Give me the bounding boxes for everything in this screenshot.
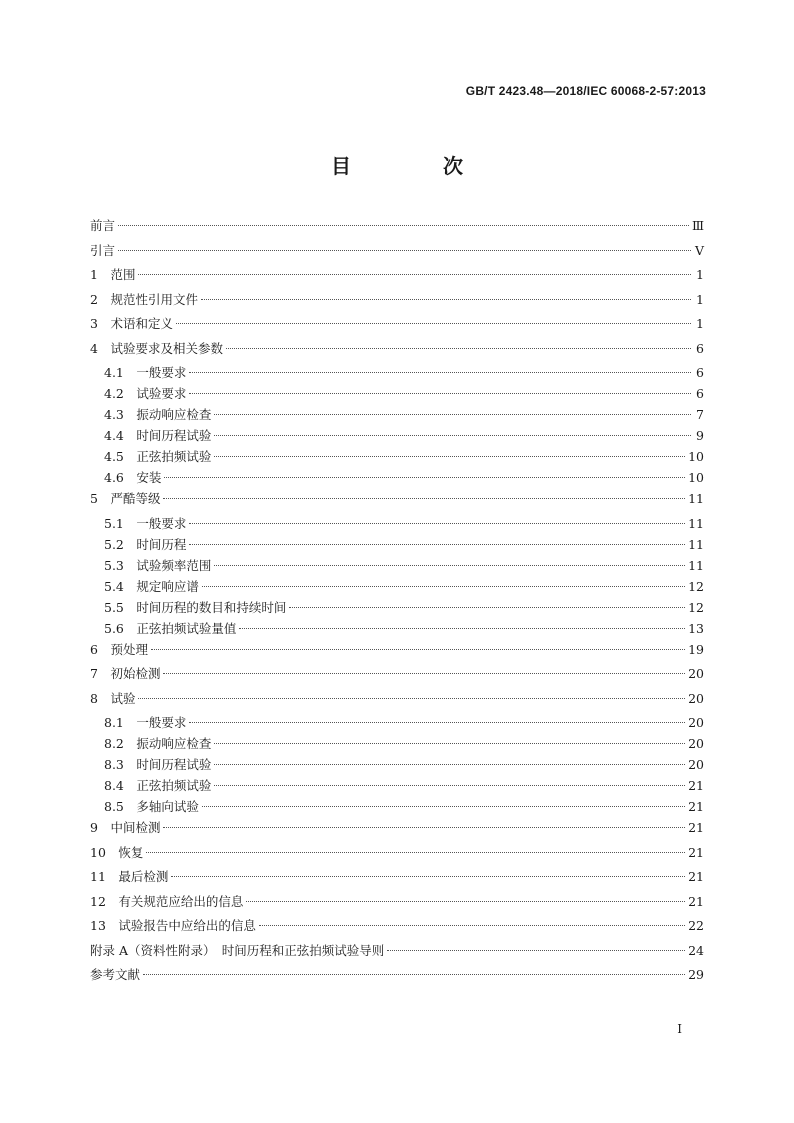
toc-entry-page: 21 (688, 844, 704, 860)
toc-leader-dots (189, 372, 691, 373)
toc-entry-page: 12 (688, 578, 704, 594)
toc-entry-page: 1 (696, 267, 704, 282)
toc-leader-dots (214, 414, 691, 415)
toc-entry[interactable] (90, 941, 704, 966)
toc-entry[interactable] (90, 892, 704, 917)
toc-entry-title: 7 初始检测 (90, 666, 161, 681)
toc-entry-page: Ⅲ (691, 218, 704, 233)
toc-entry[interactable] (90, 867, 704, 892)
toc-entry-title: 8 试验 (90, 690, 136, 706)
toc-entry-title: 5 严酷等级 (90, 491, 161, 506)
standard-code: GB/T 2423.48—2018/IEC 60068-2-57:2013 (465, 84, 706, 98)
toc-entry[interactable] (90, 713, 704, 734)
toc-entry[interactable] (90, 535, 704, 556)
toc-leader-dots (164, 477, 685, 478)
toc-entry-page: 11 (688, 557, 704, 573)
toc-leader-dots (163, 498, 685, 499)
toc-leader-dots (176, 323, 691, 324)
toc-entry-title: 4.6 安装 (104, 470, 162, 485)
toc-leader-dots (202, 586, 685, 587)
toc-leader-dots (214, 743, 685, 744)
toc-entry-title: 4.2 试验要求 (104, 386, 187, 401)
toc-entry[interactable] (90, 468, 704, 489)
toc-entry-page: 21 (688, 820, 704, 835)
toc-entry[interactable] (90, 818, 704, 843)
toc-entry[interactable] (90, 776, 704, 797)
toc-entry-title: 8.3 时间历程试验 (104, 757, 212, 772)
toc-leader-dots (214, 456, 685, 457)
toc-entry-page: 9 (696, 428, 704, 443)
toc-entry-title: 参考文献 (90, 967, 141, 982)
table-of-contents (90, 216, 704, 990)
toc-entry-page: 12 (688, 599, 704, 615)
toc-entry[interactable] (90, 314, 704, 339)
toc-leader-dots (226, 348, 691, 349)
toc-leader-dots (239, 628, 685, 629)
toc-entry[interactable] (90, 363, 704, 384)
toc-leader-dots (171, 876, 685, 877)
toc-entry[interactable] (90, 216, 704, 241)
toc-entry-title: 4 试验要求及相关参数 (90, 340, 223, 356)
toc-leader-dots (163, 673, 685, 674)
toc-entry-title: 5.5 时间历程的数目和持续时间 (104, 599, 287, 615)
toc-entry[interactable] (90, 426, 704, 447)
toc-leader-dots (259, 925, 685, 926)
toc-entry-page: Ⅴ (694, 242, 704, 258)
toc-leader-dots (214, 435, 691, 436)
toc-entry-title: 2 规范性引用文件 (90, 291, 198, 307)
toc-leader-dots (146, 852, 685, 853)
toc-leader-dots (387, 950, 685, 951)
toc-leader-dots (189, 523, 685, 524)
toc-entry-title: 8.5 多轴向试验 (104, 799, 199, 814)
page-title: 目 次 (331, 154, 499, 178)
toc-entry[interactable] (90, 916, 704, 941)
toc-entry[interactable] (90, 290, 704, 315)
toc-entry-title: 4.5 正弦拍频试验 (104, 449, 212, 464)
toc-entry[interactable] (90, 577, 704, 598)
toc-leader-dots (246, 901, 685, 902)
toc-entry[interactable] (90, 843, 704, 868)
toc-entry-title: 9 中间检测 (90, 820, 161, 835)
toc-leader-dots (143, 974, 685, 975)
toc-entry-title: 附录 A（资料性附录） 时间历程和正弦拍频试验导则 (90, 942, 385, 958)
toc-leader-dots (214, 565, 685, 566)
toc-entry[interactable] (90, 598, 704, 619)
toc-leader-dots (118, 225, 689, 226)
toc-entry[interactable] (90, 405, 704, 426)
toc-entry-title: 12 有关规范应给出的信息 (90, 893, 244, 909)
toc-entry-page: 1 (696, 316, 704, 331)
toc-leader-dots (214, 764, 685, 765)
toc-entry-title: 4.1 一般要求 (104, 365, 187, 380)
toc-entry[interactable] (90, 689, 704, 714)
toc-entry[interactable] (90, 489, 704, 514)
toc-entry-title: 引言 (90, 242, 116, 258)
toc-entry-title: 4.3 振动响应检查 (104, 407, 212, 422)
toc-leader-dots (151, 649, 685, 650)
toc-entry-title: 前言 (90, 218, 116, 233)
toc-entry-page: 6 (696, 340, 704, 356)
toc-entry-title: 10 恢复 (90, 844, 144, 860)
toc-entry[interactable] (90, 965, 704, 990)
toc-entry-title: 5.3 试验频率范围 (104, 557, 212, 573)
toc-entry-title: 5.4 规定响应谱 (104, 578, 199, 594)
toc-leader-dots (201, 299, 691, 300)
toc-entry-page: 20 (688, 757, 704, 772)
toc-entry-title: 5.6 正弦拍频试验量值 (104, 620, 237, 636)
toc-entry-title: 8.2 振动响应检查 (104, 736, 212, 751)
toc-entry[interactable] (90, 797, 704, 818)
toc-entry-page: 21 (688, 893, 704, 909)
toc-entry-page: 6 (696, 365, 704, 380)
toc-entry-title: 4.4 时间历程试验 (104, 428, 212, 443)
toc-entry-page: 20 (688, 736, 704, 751)
toc-entry-page: 10 (688, 449, 704, 464)
toc-leader-dots (214, 785, 685, 786)
toc-entry-page: 20 (688, 715, 704, 730)
toc-entry[interactable] (90, 265, 704, 290)
toc-entry-title: 11 最后检测 (90, 869, 169, 884)
toc-leader-dots (138, 274, 691, 275)
toc-entry-page: 11 (688, 491, 704, 506)
toc-entry-page: 19 (688, 641, 704, 657)
toc-entry[interactable] (90, 619, 704, 640)
toc-entry-title: 1 范围 (90, 267, 136, 282)
toc-entry-title: 5.2 时间历程 (104, 536, 187, 552)
toc-entry-page: 1 (696, 291, 704, 307)
toc-entry-page: 20 (688, 690, 704, 706)
toc-entry-title: 3 术语和定义 (90, 316, 173, 331)
toc-entry[interactable] (90, 447, 704, 468)
toc-entry-title: 13 试验报告中应给出的信息 (90, 918, 256, 933)
toc-entry[interactable] (90, 339, 704, 364)
toc-entry[interactable] (90, 241, 704, 266)
toc-entry[interactable] (90, 514, 704, 535)
toc-entry-page: 29 (688, 967, 704, 982)
toc-entry-page: 24 (688, 942, 704, 958)
toc-entry[interactable] (90, 664, 704, 689)
toc-entry-page: 10 (688, 470, 704, 485)
toc-entry[interactable] (90, 734, 704, 755)
toc-entry-page: 20 (688, 666, 704, 681)
page-number: I (677, 1022, 682, 1036)
toc-entry[interactable] (90, 755, 704, 776)
toc-leader-dots (189, 544, 685, 545)
toc-entry-page: 11 (688, 536, 704, 552)
toc-leader-dots (202, 806, 685, 807)
toc-entry-page: 21 (688, 778, 704, 793)
toc-leader-dots (138, 698, 685, 699)
toc-entry-page: 22 (688, 918, 704, 933)
toc-entry-page: 21 (688, 869, 704, 884)
toc-entry-page: 11 (688, 515, 704, 531)
toc-leader-dots (163, 827, 685, 828)
toc-leader-dots (189, 393, 691, 394)
toc-entry-title: 8.1 一般要求 (104, 715, 187, 730)
toc-entry[interactable] (90, 384, 704, 405)
toc-entry-title: 6 预处理 (90, 641, 148, 657)
toc-entry-page: 6 (696, 386, 704, 401)
toc-leader-dots (289, 607, 685, 608)
toc-entry-title: 5.1 一般要求 (104, 515, 187, 531)
toc-leader-dots (118, 250, 691, 251)
toc-entry-title: 8.4 正弦拍频试验 (104, 778, 212, 793)
toc-leader-dots (189, 722, 685, 723)
toc-entry[interactable] (90, 556, 704, 577)
toc-entry-page: 13 (688, 620, 704, 636)
toc-entry-page: 7 (696, 407, 704, 422)
toc-entry[interactable] (90, 640, 704, 665)
toc-entry-page: 21 (688, 799, 704, 814)
